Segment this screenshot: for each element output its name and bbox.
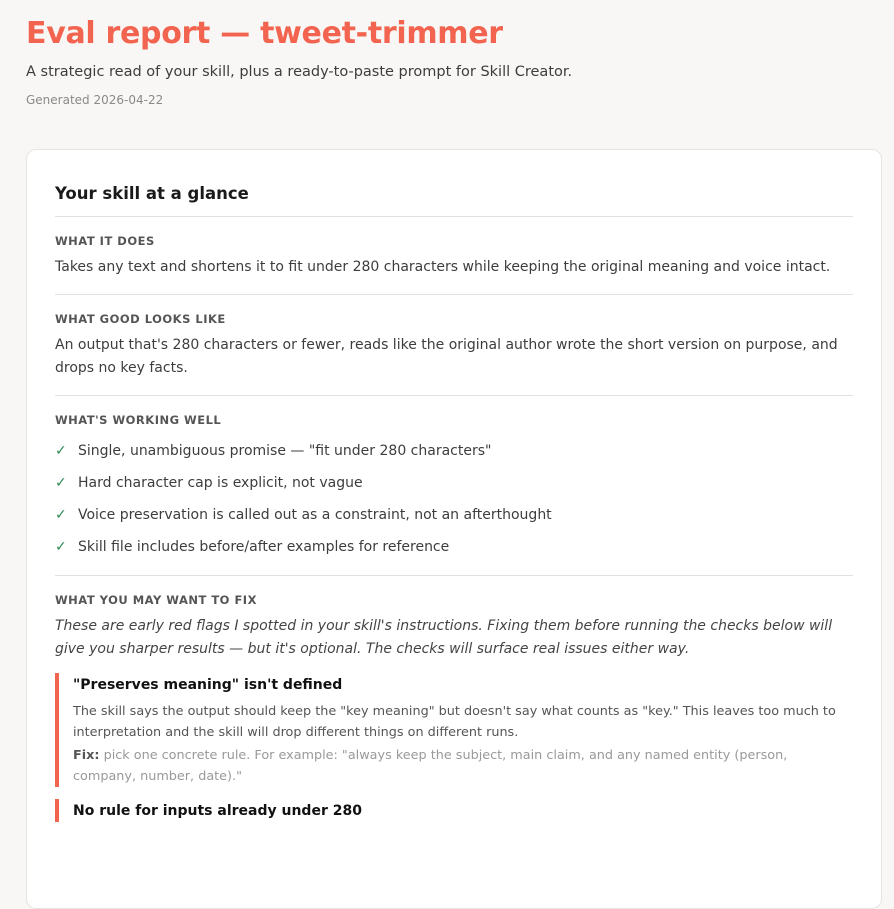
- flag-title: No rule for inputs already under 280: [73, 803, 362, 819]
- generated-date: Generated 2026-04-22: [26, 93, 164, 107]
- page-header: [0, 0, 894, 107]
- check-icon: ✓: [55, 539, 67, 555]
- list-item: [55, 435, 853, 467]
- section-label: WHAT YOU MAY WANT TO FIX: [55, 593, 257, 607]
- section-what-good-looks-like: [55, 294, 853, 395]
- page-title: Eval report — tweet-trimmer: [26, 16, 503, 51]
- list-item: [55, 467, 853, 499]
- fix-intro: These are early red flags I spotted in your skill's instructions. Fixing them before running the checks below will give you sharper results — but it's optional. The checks will surface real issues either way.: [55, 618, 833, 657]
- list-item-text: Voice preservation is called out as a constraint, not an afterthought: [78, 507, 552, 523]
- fix-text: pick one concrete rule. For example: "always keep the subject, main claim, and any named entity (person, company, number, date).": [73, 748, 788, 784]
- list-item: [55, 531, 853, 563]
- section-what-it-does: [55, 216, 853, 294]
- section-label: WHAT'S WORKING WELL: [55, 413, 222, 427]
- check-icon: ✓: [55, 443, 67, 459]
- section-working-well: [55, 395, 853, 575]
- section-text: An output that's 280 characters or fewer, reads like the original author wrote the short version on purpose, and drops no key facts.: [55, 337, 838, 376]
- flag-fix: [73, 745, 853, 787]
- section-label: WHAT IT DOES: [55, 234, 155, 248]
- check-icon: ✓: [55, 475, 67, 491]
- check-icon: ✓: [55, 507, 67, 523]
- working-list: [55, 435, 853, 575]
- section-label: WHAT GOOD LOOKS LIKE: [55, 312, 226, 326]
- red-flag: [55, 673, 853, 787]
- section-what-to-fix: [55, 575, 853, 822]
- card-title: Your skill at a glance: [55, 184, 249, 203]
- list-item-text: Hard character cap is explicit, not vague: [78, 475, 363, 491]
- section-text: Takes any text and shortens it to fit under 280 characters while keeping the original meaning and voice intact.: [55, 259, 831, 275]
- flag-description: The skill says the output should keep the "key meaning" but doesn't say what counts as "key." This leaves too much to interpretation and the skill will drop different things on different runs.: [73, 704, 836, 740]
- fix-label: Fix:: [73, 748, 100, 763]
- list-item-text: Single, unambiguous promise — "fit under 280 characters": [78, 443, 492, 459]
- flag-title: "Preserves meaning" isn't defined: [73, 677, 343, 693]
- list-item: [55, 499, 853, 531]
- glance-card: [26, 149, 882, 909]
- page-subtitle: A strategic read of your skill, plus a ready-to-paste prompt for Skill Creator.: [26, 64, 573, 80]
- red-flag: [55, 799, 853, 822]
- list-item-text: Skill file includes before/after examples for reference: [78, 539, 450, 555]
